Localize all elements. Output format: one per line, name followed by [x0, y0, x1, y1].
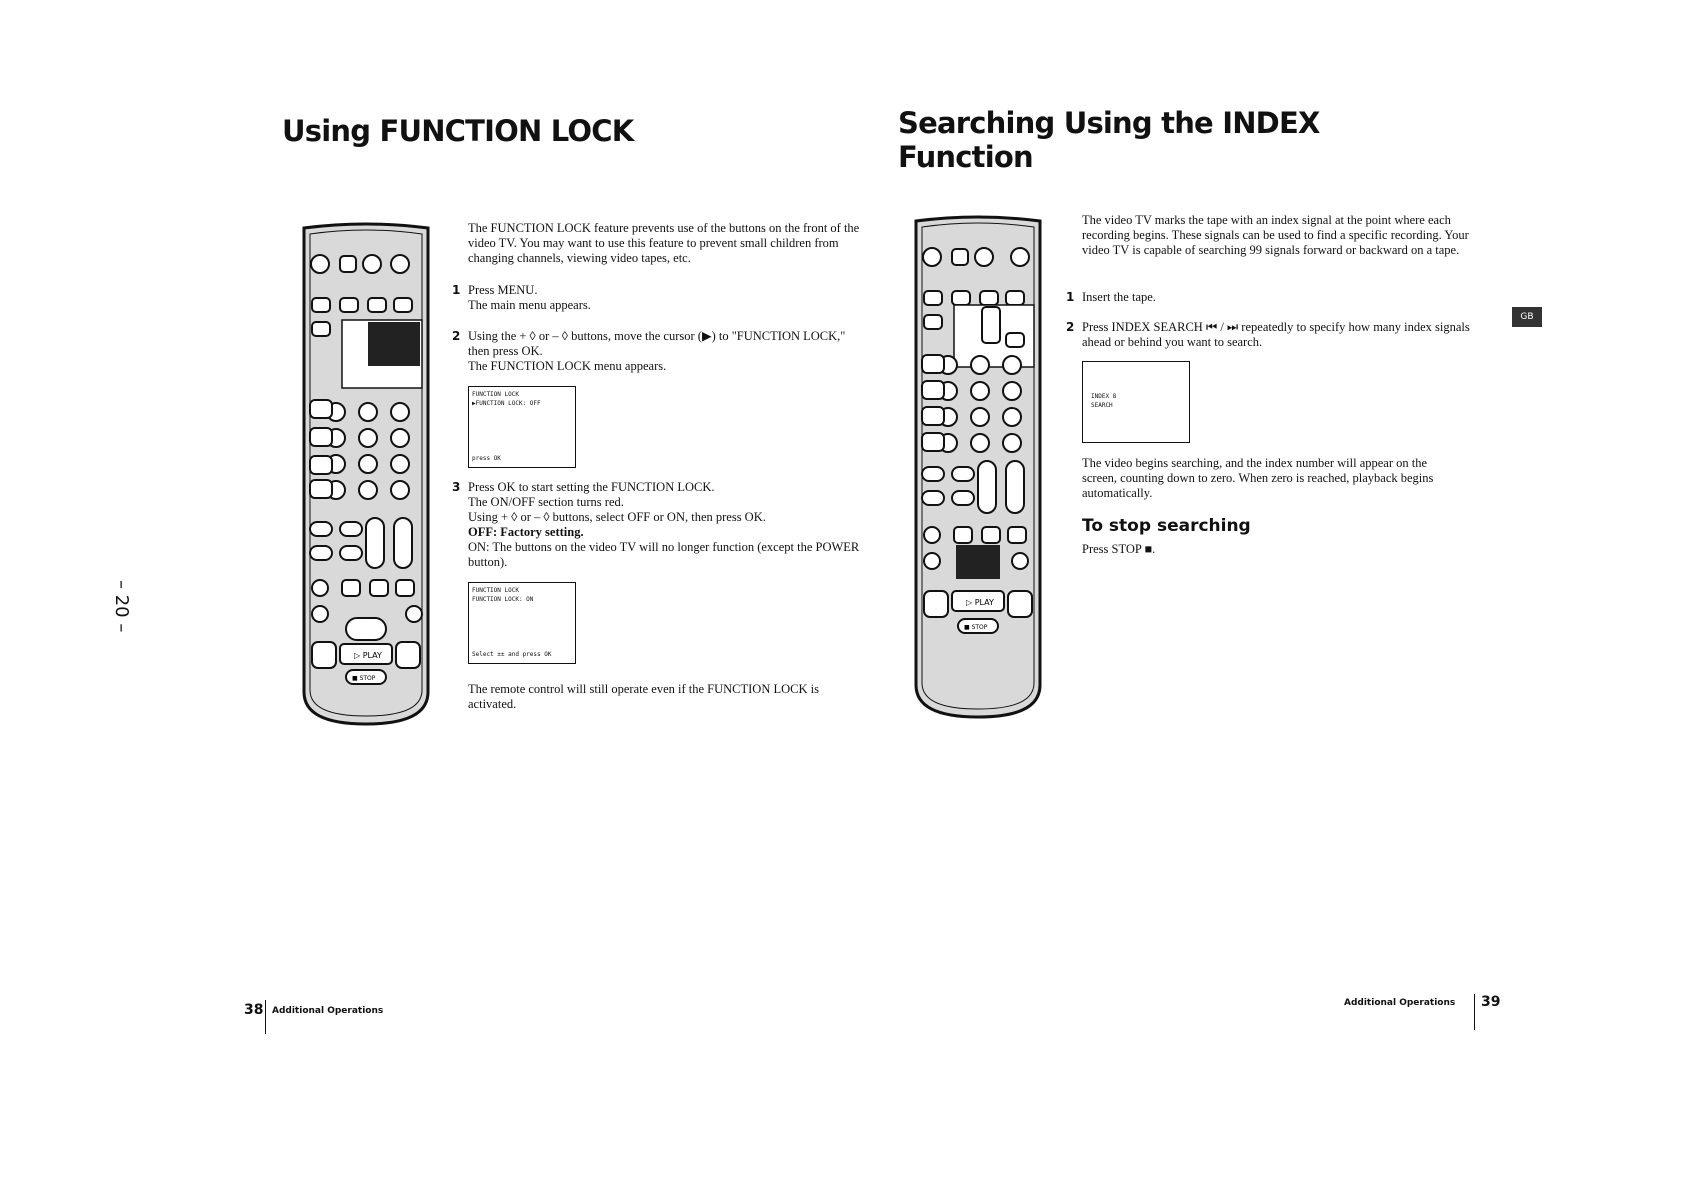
step-note: The ON/OFF section turns red. — [468, 495, 624, 509]
right-title-line-2: Function — [898, 140, 1033, 174]
step-text: Using the + ◊ or – ◊ buttons, move the cursor (▶) to "FUNCTION LOCK," then press OK. — [468, 329, 846, 358]
right-step-1 — [1066, 290, 1482, 305]
remote-play-label: ▷ PLAY — [966, 598, 994, 607]
screen-line: FUNCTION LOCK — [472, 391, 519, 398]
function-lock-screen-on — [468, 582, 576, 664]
right-title-line-1: Searching Using the INDEX — [898, 106, 1320, 140]
right-footer-page-number: 39 — [1481, 994, 1501, 1010]
remote-control-illustration-right — [908, 215, 1048, 721]
right-intro: The video TV marks the tape with an index signal at the point where each recording begins. These signals can be used to find a specific recording. Your video TV is capable of searching 99 signals forward or backward on a tape. — [1082, 213, 1469, 257]
right-step-2 — [1066, 320, 1482, 350]
remote-stop-label: ■ STOP — [352, 675, 376, 682]
left-footer-section: Additional Operations — [272, 1006, 384, 1016]
function-lock-screen-off — [468, 386, 576, 468]
step-text: Insert the tape. — [1082, 290, 1156, 304]
step-text: Press INDEX SEARCH ⏮ / ⏭ repeatedly to specify how many index signals ahead or behind you want to search. — [1082, 320, 1470, 349]
left-intro: The FUNCTION LOCK feature prevents use of the buttons on the front of the video TV. You may want to use this feature to prevent small children from changing channels, viewing video tapes, etc. — [468, 221, 860, 265]
step-note: The main menu appears. — [468, 298, 591, 312]
screen-line: press OK — [472, 455, 501, 462]
step-off-setting: OFF: Factory setting. — [468, 525, 584, 539]
left-step-2 — [452, 329, 860, 374]
left-step-1 — [452, 283, 860, 313]
step-note: The FUNCTION LOCK menu appears. — [468, 359, 667, 373]
screen-line: FUNCTION LOCK — [472, 587, 519, 594]
language-tab: GB — [1512, 307, 1542, 327]
left-footer-divider — [265, 1000, 266, 1034]
left-step-3 — [452, 480, 860, 570]
index-search-screen — [1082, 361, 1190, 443]
step-on-setting: ON: The buttons on the video TV will no longer function (except the POWER button). — [468, 540, 860, 569]
step-number: 2 — [1066, 320, 1075, 334]
remote-control-illustration-left — [296, 222, 436, 730]
step-number: 2 — [452, 329, 461, 343]
right-footer-section: Additional Operations — [1344, 998, 1456, 1008]
step-number: 3 — [452, 480, 461, 494]
step-number: 1 — [452, 283, 461, 297]
screen-line: SEARCH — [1091, 402, 1113, 409]
right-footer-divider — [1474, 994, 1475, 1030]
step-extra: Using + ◊ or – ◊ buttons, select OFF or ON, then press OK. — [468, 510, 766, 524]
stop-searching-heading: To stop searching — [1082, 516, 1251, 536]
left-footer-page-number: 38 — [244, 1002, 264, 1018]
screen-line: FUNCTION LOCK: ON — [472, 596, 534, 603]
screen-line: ▶FUNCTION LOCK: OFF — [472, 400, 541, 407]
step-text: Press OK to start setting the FUNCTION LOCK. — [468, 480, 715, 494]
screen-line: Select ±± and press OK — [472, 651, 552, 658]
step-number: 1 — [1066, 290, 1075, 304]
margin-page-number: – 20 – — [111, 580, 132, 633]
left-closing-note: The remote control will still operate even if the FUNCTION LOCK is activated. — [468, 682, 819, 711]
left-page-title: Using FUNCTION LOCK — [282, 114, 634, 148]
right-after-text: The video begins searching, and the index number will appear on the screen, counting down to zero. When zero is reached, playback begins automatically. — [1082, 456, 1434, 500]
remote-stop-label: ■ STOP — [964, 624, 988, 631]
stop-searching-text: Press STOP ■. — [1082, 542, 1156, 556]
remote-play-label: ▷ PLAY — [354, 651, 382, 660]
right-page-title — [898, 106, 1320, 174]
screen-line: INDEX 8 — [1091, 393, 1117, 400]
step-text: Press MENU. — [468, 283, 538, 297]
